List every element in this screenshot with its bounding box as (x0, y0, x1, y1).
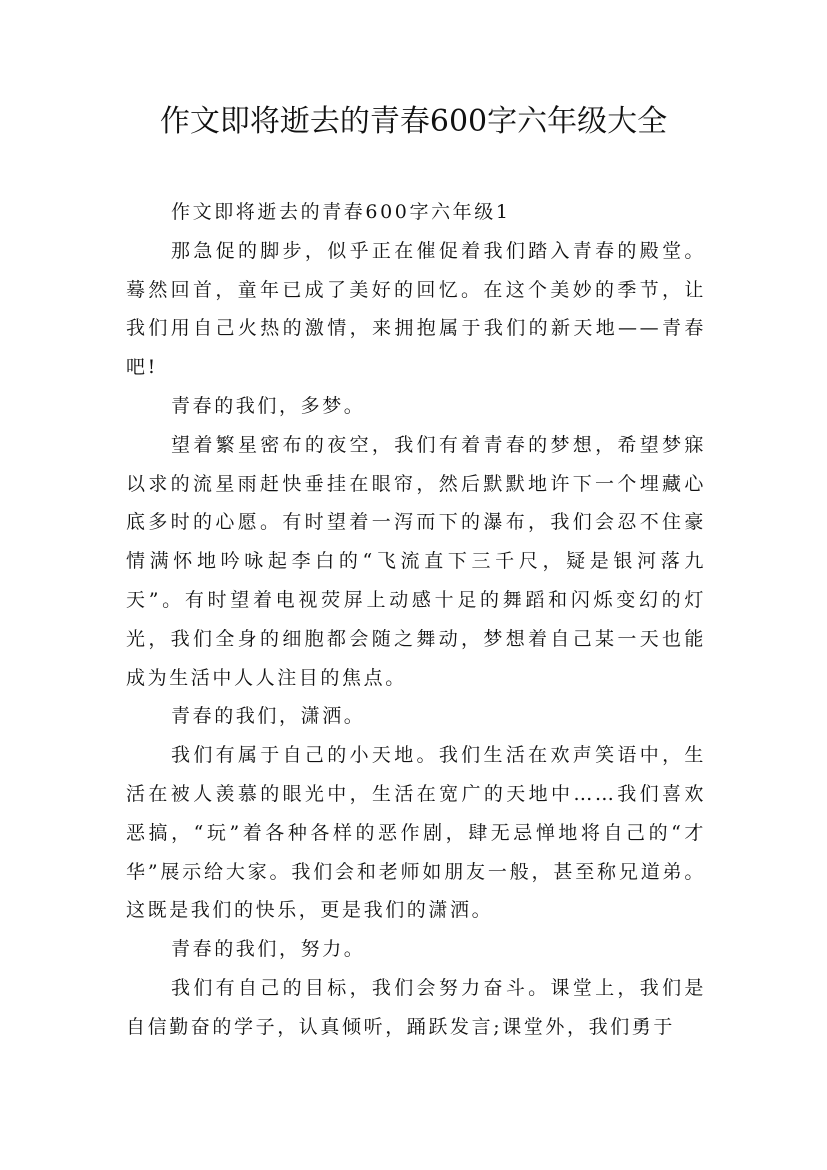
document-title: 作文即将逝去的青春600字六年级大全 (159, 104, 668, 139)
paragraph-2: 望着繁星密布的夜空，我们有着青春的梦想，希望梦寐以求的流星雨赶快垂挂在眼帘，然后默默地许下一个埋藏心底多时的心愿。有时望着一泻而下的瀑布，我们会忍不住豪情满怀地吟咏起李白的“飞流直下三千尺，疑是银河落九天”。有时望着电视荧屏上动感十足的舞蹈和闪烁变幻的灯光，我们全身的细胞都会随之舞动，梦想着自己某一天也能成为生活中人人注目的焦点。 (126, 433, 706, 689)
section-heading-effort: 青春的我们，努力。 (171, 938, 366, 961)
paragraph-4: 我们有自己的目标，我们会努力奋斗。课堂上，我们是自信勤奋的学子，认真倾听，踊跃发言;课堂外，我们勇于 (126, 976, 706, 1038)
section-heading-dreams: 青春的我们，多梦。 (171, 394, 366, 417)
paragraph-1: 那急促的脚步，似乎正在催促着我们踏入青春的殿堂。蓦然回首，童年已成了美好的回忆。在这个美妙的季节，让我们用自己火热的激情，来拥抱属于我们的新天地——青春吧! (126, 239, 706, 379)
section-heading-carefree: 青春的我们，潇洒。 (171, 705, 366, 728)
essay-heading: 作文即将逝去的青春600字六年级1 (171, 201, 511, 223)
essay-body (126, 193, 706, 1047)
paragraph-3: 我们有属于自己的小天地。我们生活在欢声笑语中，生活在被人羡慕的眼光中，生活在宽广的天地中……我们喜欢恶搞，“玩”着各种各样的恶作剧，肆无忌惮地将自己的“才华”展示给大家。我们会和老师如朋友一般，甚至称兄道弟。这既是我们的快乐，更是我们的潇洒。 (126, 744, 706, 922)
